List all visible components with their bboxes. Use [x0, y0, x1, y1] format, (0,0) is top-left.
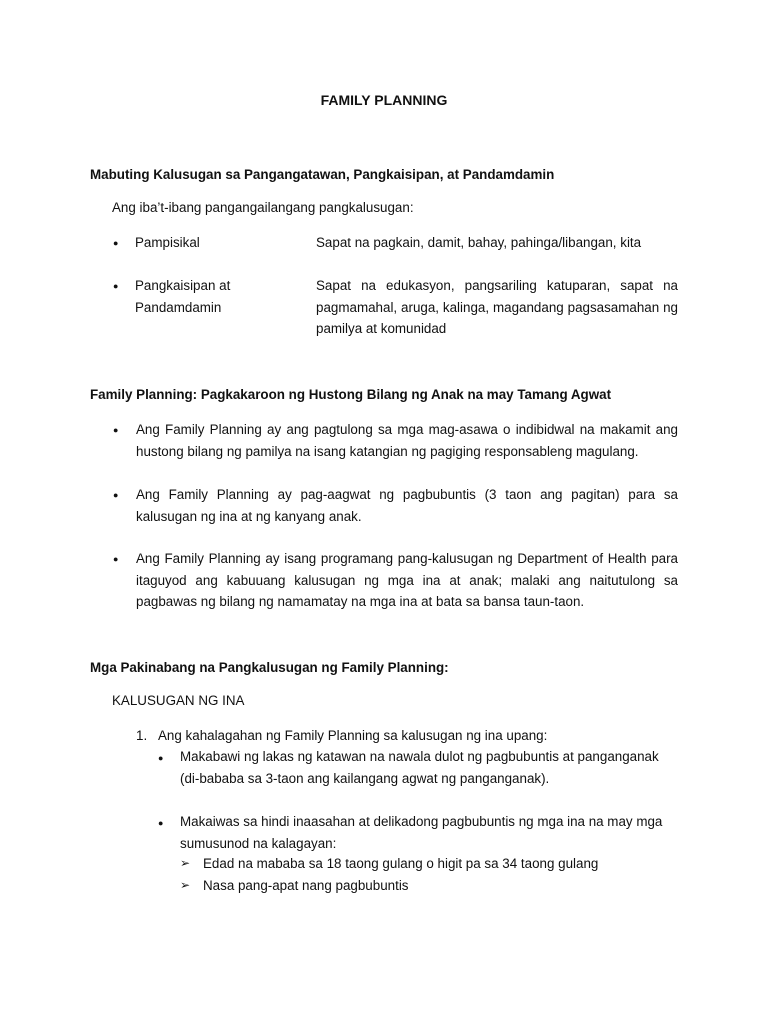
bullet-icon: ● — [158, 753, 164, 763]
list-item-text: Ang kahalagahan ng Family Planning sa kalusugan ng ina upang: — [158, 728, 548, 743]
bullet-icon: ● — [113, 490, 119, 500]
section-heading-benefits: Mga Pakinabang na Pangkalusugan ng Family Planning: — [90, 660, 449, 675]
arrow-bullet-icon: ➢ — [180, 856, 191, 870]
section-heading-health: Mabuting Kalusugan sa Pangangatawan, Pangkaisipan, at Pandamdamin — [90, 167, 555, 182]
list-number: 1. — [136, 728, 148, 743]
bullet-icon: ● — [113, 281, 119, 291]
needs-intro: Ang iba’t-ibang pangangailangang pangkalusugan: — [112, 200, 414, 215]
bullet-icon: ● — [113, 238, 119, 248]
fp-bullet-text: Ang Family Planning ay ang pagtulong sa mga mag-asawa o indibidwal na makamit ang hustong bilang ng pamilya na isang katangian ng pagiging responsableng magulang. — [136, 422, 678, 459]
fp-bullet-text: Ang Family Planning ay isang programang pang-kalusugan ng Department of Health para itaguyod ang kabuuang kalusugan ng mga ina at anak; malaki ang naitutulong sa pagbawas ng bilang ng namamatay na mga ina at bata sa bansa taun-taon. — [136, 551, 678, 609]
bullet-icon: ● — [113, 425, 119, 435]
page-title: FAMILY PLANNING — [320, 92, 448, 108]
subheading-maternal-health: KALUSUGAN NG INA — [112, 693, 245, 708]
sub-bullet-text: Makaiwas sa hindi inaasahan at delikadong pagbubuntis ng mga ina na may mga sumusunod na kalagayan: — [180, 814, 663, 851]
need-desc: Sapat na edukasyon, pangsariling katuparan, sapat na pagmamahal, aruga, kalinga, magandang pagsasamahan ng pamilya at komunidad — [316, 278, 678, 336]
section-heading-family-planning: Family Planning: Pagkakaroon ng Hustong Bilang ng Anak na may Tamang Agwat — [90, 387, 612, 402]
need-label: Pangkaisipan at Pandamdamin — [135, 278, 231, 315]
arrow-bullet-icon: ➢ — [180, 878, 191, 892]
fp-bullet-text: Ang Family Planning ay pag-aagwat ng pagbubuntis (3 taon ang pagitan) para sa kalusugan ng ina at ng kanyang anak. — [136, 487, 678, 524]
need-label: Pampisikal — [135, 235, 200, 250]
bullet-icon: ● — [113, 554, 119, 564]
bullet-icon: ● — [158, 818, 164, 828]
need-desc: Sapat na pagkain, damit, bahay, pahinga/libangan, kita — [316, 235, 642, 250]
condition-text: Nasa pang-apat nang pagbubuntis — [203, 878, 409, 893]
condition-text: Edad na mababa sa 18 taong gulang o higit pa sa 34 taong gulang — [203, 856, 599, 871]
sub-bullet-text: Makabawi ng lakas ng katawan na nawala dulot ng pagbubuntis at panganganak (di-bababa sa 3-taon ang kailangang agwat ng panganganak). — [180, 749, 659, 786]
